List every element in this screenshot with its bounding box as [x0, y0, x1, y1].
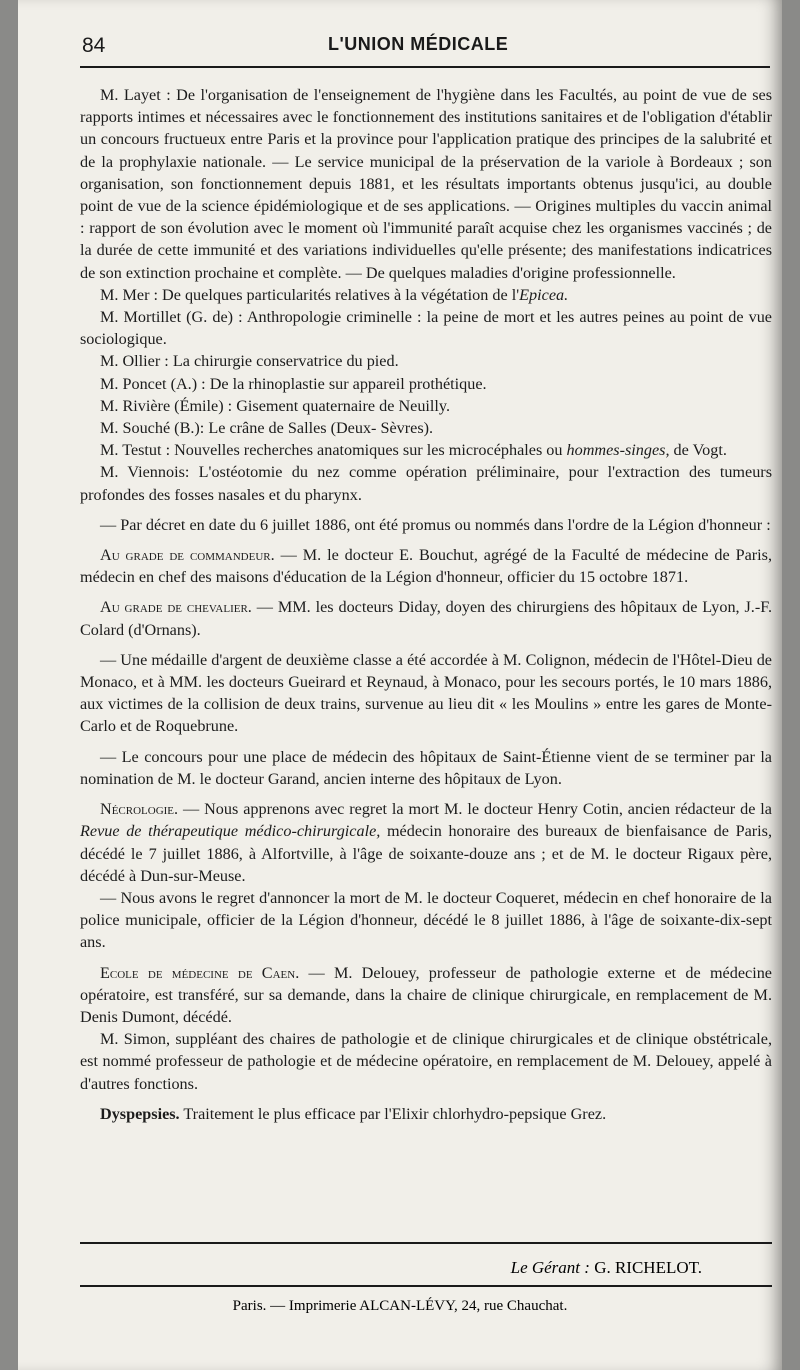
commandeur-label: Au grade de commandeur. [100, 546, 275, 565]
gerant-name: G. RICHELOT. [589, 1258, 702, 1277]
gerant-line [511, 1258, 702, 1278]
paragraph-mer [80, 284, 772, 306]
paragraph-caen [80, 962, 772, 1029]
necrologie-text-b: médecin honoraire des bureaux de bienfaisance de Paris, décédé le 7 juillet 1886, à Alfortville, à l'âge de soixante-douze ans ; et de M. le docteur Rigaux père, décédé à Dun-sur-Meuse. [80, 822, 773, 885]
paragraph-mortillet: M. Mortillet (G. de) : Anthropologie criminelle : la peine de mort et les autres peines au point de vue sociologique. [80, 308, 772, 349]
paragraph-souche: M. Souché (B.): Le crâne de Salles (Deux- Sèvres). [100, 419, 434, 438]
gerant-label: Le Gérant : [510, 1258, 590, 1277]
paragraph-dyspepsies [80, 1103, 772, 1125]
testut-italic: hommes-singes, [566, 441, 670, 460]
header-rule [80, 66, 770, 68]
paragraph-testut [80, 439, 772, 461]
caen-label: Ecole de médecine de Caen. [100, 963, 300, 982]
journal-title: L'UNION MÉDICALE [328, 34, 509, 54]
commandeur-text: — M. le docteur E. Bouchut, agrégé de la Faculté de médecine de Paris, médecin en chef des maisons d'éducation de la Légion d'honneur, officier du 15 octobre 1871. [80, 546, 772, 587]
paragraph-chevalier [80, 596, 772, 640]
journal-page [18, 0, 782, 1370]
paragraph-concours: — Le concours pour une place de médecin des hôpitaux de Saint-Étienne vient de se terminer par la nomination de M. le docteur Garand, ancien interne des hôpitaux de Lyon. [80, 747, 772, 788]
chevalier-text: — MM. les docteurs Diday, doyen des chirurgiens des hôpitaux de Lyon, J.-F. Colard (d'Ornans). [80, 598, 772, 639]
article-body [80, 84, 772, 1125]
dyspepsies-text: Traitement le plus efficace par l'Elixir chlorhydro-pepsique Grez. [179, 1104, 607, 1123]
paragraph-riviere: M. Rivière (Émile) : Gisement quaternaire de Neuilly. [100, 396, 451, 415]
paragraph-layet: M. Layet : De l'organisation de l'enseignement de l'hygiène dans les Facultés, au point de vue de ses rapports intimes et nécessaires avec le fonctionnement des institutions sanitaires et de l'obligation d'établir un concours fructueux entre Paris et la province pour l'application pratique des principes de la salubrité et de la prophylaxie nationale. — Le service municipal de la préservation de la variole à Bordeaux ; son organisation, son fonctionnement depuis 1881, et les résultats importants obtenus jusqu'ici, au double point de vue de la science épidémiologique et de ses applications. — Origines multiples du vaccin animal : rapport de son évolution avec le moment où l'immunité paraît acquise chez les organismes vaccinés ; de la durée de cette immunité et des variations individuelles qu'elle présente; des manifestations indicatrices de son extinction prochaine et complète. — De quelques maladies d'origine professionnelle. [80, 86, 772, 282]
page-header [18, 32, 782, 62]
caen-text: — M. Delouey, professeur de pathologie externe et de médecine opératoire, est transféré, sur sa demande, dans la chaire de clinique chirurgicale, en remplacement de M. Denis Dumont, décédé. [80, 963, 772, 1026]
footer-rule-bottom [80, 1285, 772, 1287]
dyspepsies-label: Dyspepsies. [100, 1104, 180, 1123]
testut-text: M. Testut : Nouvelles recherches anatomiques sur les microcéphales ou [100, 441, 567, 460]
necrologie-italic: Revue de thérapeutique médico-chirurgicale, [80, 822, 381, 841]
paragraph-simon: M. Simon, suppléant des chaires de pathologie et de clinique chirurgicales et de clinique obstétricale, est nommé professeur de pathologie et de médecine opératoire, en remplacement de M. Delouey, appelé à d'autres fonctions. [80, 1030, 772, 1093]
chevalier-label: Au grade de chevalier. [100, 598, 252, 617]
testut-tail: de Vogt. [669, 441, 727, 460]
paragraph-commandeur [80, 544, 772, 588]
page-number: 84 [82, 34, 106, 57]
mer-italic: Epicea. [519, 285, 569, 304]
paragraph-necrologie [80, 798, 772, 887]
mer-text: M. Mer : De quelques particularités relatives à la végétation de l' [100, 285, 520, 304]
necrologie-text-a: — Nous apprenons avec regret la mort M. le docteur Henry Cotin, ancien rédacteur de la [178, 800, 772, 819]
paragraph-viennois: M. Viennois: L'ostéotomie du nez comme opération préliminaire, pour l'extraction des tumeurs profondes des fosses nasales et du pharynx. [80, 463, 772, 504]
printer-line: Paris. — Imprimerie ALCAN-LÉVY, 24, rue Chauchat. [232, 1298, 568, 1314]
paragraph-ollier: M. Ollier : La chirurgie conservatrice du pied. [100, 352, 399, 371]
paragraph-coqueret: — Nous avons le regret d'annoncer la mort de M. le docteur Coqueret, médecin en chef honoraire de la police municipale, officier de la Légion d'honneur, décédé le 8 juillet 1886, à l'âge de soixante-dix-sept ans. [80, 888, 772, 952]
necrologie-label: Nécrologie. [100, 800, 179, 819]
paragraph-poncet: M. Poncet (A.) : De la rhinoplastie sur appareil prothétique. [100, 374, 487, 393]
footer-rule-top [80, 1242, 772, 1244]
paragraph-medaille: — Une médaille d'argent de deuxième classe a été accordée à M. Colignon, médecin de l'Hôtel-Dieu de Monaco, et à MM. les docteurs Gueirard et Reynaud, à Monaco, pour les secours portés, le 10 mars 1886, aux victimes de la collision de deux trains, survenue au lieu dit « les Moulins » entre les gares de Monte-Carlo et de Roquebrune. [80, 650, 772, 736]
paragraph-decret: — Par décret en date du 6 juillet 1886, ont été promus ou nommés dans l'ordre de la Légion d'honneur : [100, 515, 771, 534]
